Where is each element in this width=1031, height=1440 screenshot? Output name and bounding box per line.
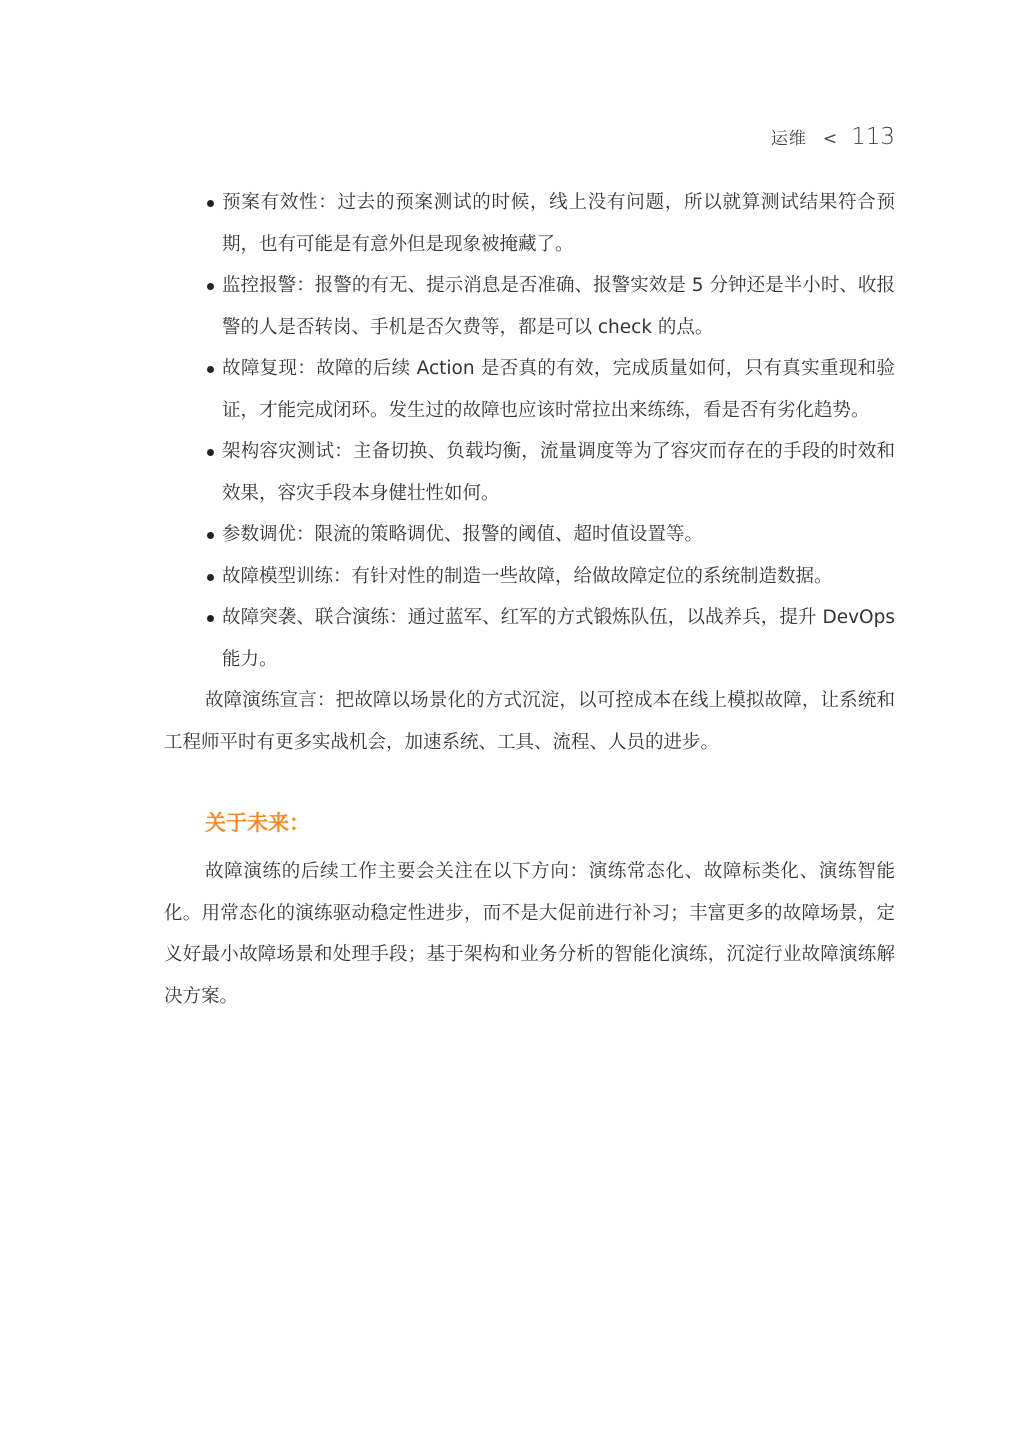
list-item bbox=[164, 431, 895, 514]
list-item-text: 故障模型训练：有针对性的制造一些故障，给做故障定位的系统制造数据。 bbox=[222, 565, 833, 587]
list-item bbox=[164, 348, 895, 431]
list-item bbox=[164, 597, 895, 680]
bullet-dot-icon bbox=[207, 532, 214, 539]
list-item-text: 监控报警：报警的有无、提示消息是否准确、报警实效是 5 分钟还是半小时、收报警的人是否转岗、手机是否欠费等，都是可以 check 的点。 bbox=[222, 275, 895, 338]
bullet-dot-icon bbox=[207, 615, 214, 622]
bullet-dot-icon bbox=[207, 283, 214, 290]
future-paragraph: 故障演练的后续工作主要会关注在以下方向：演练常态化、故障标类化、演练智能化。用常态化的演练驱动稳定性进步，而不是大促前进行补习；丰富更多的故障场景，定义好最小故障场景和处理手段；基于架构和业务分析的智能化演练，沉淀行业故障演练解决方案。 bbox=[164, 861, 895, 1007]
page-content bbox=[164, 182, 895, 1017]
list-item bbox=[164, 514, 895, 556]
bullet-dot-icon bbox=[207, 200, 214, 207]
manifesto-paragraph: 故障演练宣言：把故障以场景化的方式沉淀，以可控成本在线上模拟故障，让系统和工程师平时有更多实战机会，加速系统、工具、流程、人员的进步。 bbox=[164, 690, 895, 753]
bullet-dot-icon bbox=[207, 574, 214, 581]
list-item-text: 预案有效性：过去的预案测试的时候，线上没有问题，所以就算测试结果符合预期，也有可能是有意外但是现象被掩藏了。 bbox=[222, 192, 895, 255]
page-header bbox=[771, 124, 895, 150]
list-item-text: 故障复现：故障的后续 Action 是否真的有效，完成质量如何，只有真实重现和验证，才能完成闭环。发生过的故障也应该时常拉出来练练，看是否有劣化趋势。 bbox=[222, 358, 895, 421]
future-section-heading: 关于未来： bbox=[205, 811, 310, 835]
page-number: 113 bbox=[851, 124, 895, 150]
list-item bbox=[164, 556, 895, 598]
header-section-title: 运维 bbox=[770, 129, 807, 149]
list-item-text: 参数调优：限流的策略调优、报警的阈值、超时值设置等。 bbox=[222, 524, 704, 545]
bullet-dot-icon bbox=[207, 449, 214, 456]
list-item-text: 架构容灾测试：主备切换、负载均衡，流量调度等为了容灾而存在的手段的时效和效果，容灾手段本身健壮性如何。 bbox=[222, 441, 895, 504]
list-item bbox=[164, 265, 895, 348]
list-item-text: 故障突袭、联合演练：通过蓝军、红军的方式锻炼队伍，以战养兵，提升 DevOps 能力。 bbox=[222, 607, 895, 670]
header-separator: < bbox=[822, 129, 838, 149]
practice-list bbox=[164, 182, 895, 680]
bullet-dot-icon bbox=[207, 366, 214, 373]
list-item bbox=[164, 182, 895, 265]
